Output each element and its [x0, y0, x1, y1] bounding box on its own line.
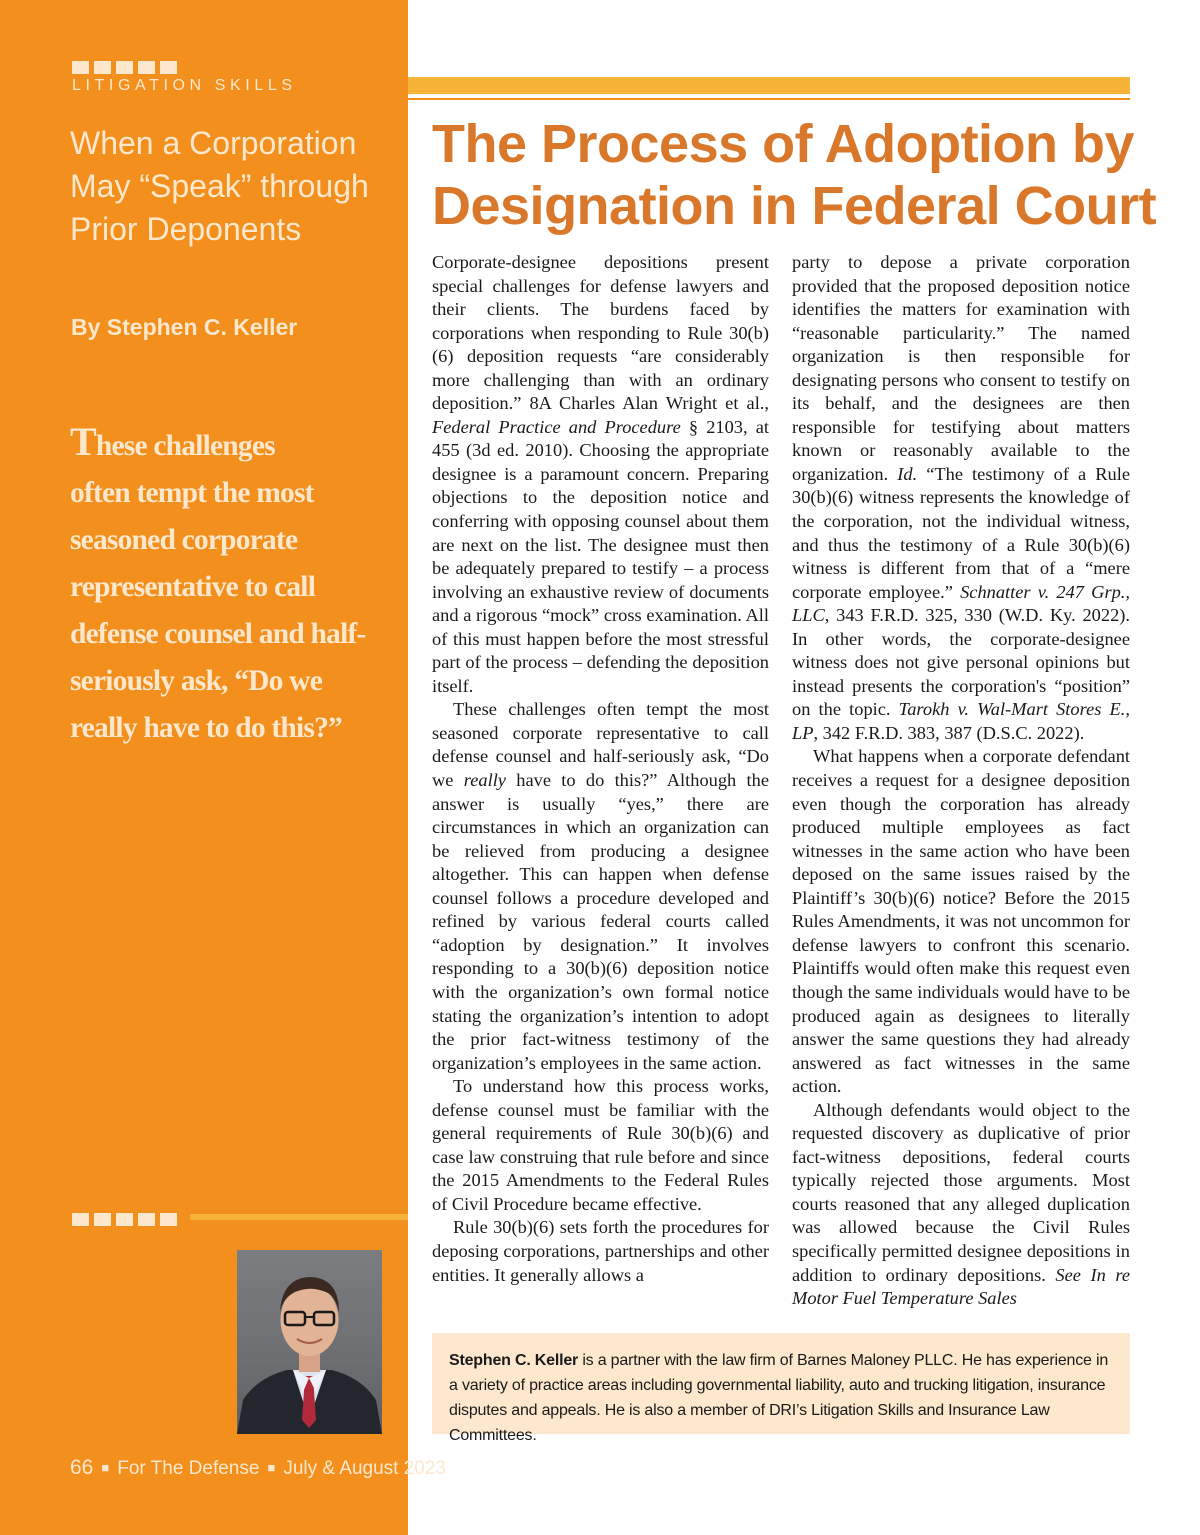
pull-quote-line: seasoned corporate	[70, 524, 298, 556]
author-bio	[449, 1348, 1119, 1448]
section-label: LITIGATION SKILLS	[72, 77, 297, 94]
pull-quote-line: really have to do this?”	[70, 712, 342, 744]
header-rule-line	[72, 98, 1130, 100]
article-headline	[432, 113, 1157, 237]
decorative-squares-top	[72, 61, 177, 74]
author-bio-box	[432, 1333, 1130, 1444]
page-number: 66	[70, 1456, 94, 1479]
subtitle-line: Prior Deponents	[70, 211, 302, 247]
article-subtitle	[70, 122, 390, 251]
footer-bullet: ■	[101, 1460, 110, 1475]
pull-quote-line: representative to call	[70, 571, 316, 603]
pull-quote-line: defense counsel and half-	[70, 618, 366, 650]
footer-bullet: ■	[267, 1460, 276, 1475]
header-rule	[408, 77, 1130, 94]
magazine-name: For The Defense	[117, 1458, 260, 1479]
pull-quote	[70, 419, 380, 752]
pull-quote-line: hese challenges	[95, 430, 275, 462]
byline: By Stephen C. Keller	[71, 314, 298, 340]
subtitle-line: When a Corporation	[70, 125, 357, 161]
page-footer	[70, 1456, 446, 1480]
body-column-right	[792, 251, 1130, 1311]
author-portrait-illustration	[237, 1250, 382, 1434]
body-column-left	[432, 251, 769, 1287]
body-paragraph: These challenges often tempt the most seasoned corporate representative to call defense counsel and half-seriously ask, “Do we really have to do this?” Although the answer is usually “yes,” there are circumstances in which an organization can be relieved from producing a designee altogether. This can happen when defense counsel follows a procedure developed and refined by various federal courts called “adoption by designation.” It involves responding to a 30(b)(6) deposition notice with the organization’s own formal notice stating the organization’s intention to adopt the prior fact-witness testimony of the organization’s employees in the same action.	[432, 699, 769, 1073]
subtitle-line: May “Speak” through	[70, 168, 369, 204]
headline-line: Designation in Federal Court	[432, 176, 1157, 236]
pull-quote-line: often tempt the most	[70, 477, 314, 509]
body-paragraph: party to depose a private corporation provided that the proposed deposition notice identifies the matters for examination with “reasonable particularity.” The named organization is then responsible for designating persons who consent to testify on its behalf, and the designees are then responsible for testifying about matters known or reasonably available to the organization. Id. “The testimony of a Rule 30(b)(6) witness represents the knowledge of the corporation, not the individual witness, and thus the testimony of a Rule 30(b)(6) witness is different from that of a “mere corporate employee.” Schnatter v. 247 Grp., LLC, 343 F.R.D. 325, 330 (W.D. Ky. 2022). In other words, the corporate-designee witness does not give personal opinions but instead presents the corporation's “position” on the topic. Tarokh v. Wal-Mart Stores E., LP, 342 F.R.D. 383, 387 (D.S.C. 2022).	[792, 252, 1131, 743]
headline-line: The Process of Adoption by	[432, 114, 1135, 174]
bio-text: is a partner with the law firm of Barnes Maloney PLLC. He has experience in a variety of practice areas including governmental liability, auto and trucking litigation, insurance disputes and appeals. He is also a member of DRI’s Litigation Skills and Insurance Law Committees.	[449, 1352, 1109, 1444]
issue-date: July & August 2023	[283, 1458, 446, 1479]
decorative-squares-bottom	[72, 1213, 177, 1226]
body-paragraph: What happens when a corporate defendant receives a request for a designee deposition even though the corporation has already produced multiple employees as fact witnesses in the same action who have been deposed on the same issues raised by the Plaintiff’s 30(b)(6) notice? Before the 2015 Rules Amendments, it was not uncommon for defense lawyers to confront this scenario. Plaintiffs would often make this request even though the same individuals would have to be produced again as designees to literally answer the same questions they had already answered as fact witnesses in the same action.	[792, 746, 1130, 1097]
author-photo	[237, 1250, 382, 1434]
body-paragraph: To understand how this process works, defense counsel must be familiar with the general requirements of Rule 30(b)(6) and case law construing that rule before and since the 2015 Amendments to the Federal Rules of Civil Procedure became effective.	[432, 1076, 769, 1214]
body-paragraph: Although defendants would object to the requested discovery as duplicative of prior fact-witness depositions, federal courts typically rejected those arguments. Most courts reasoned that any alleged duplication was allowed because the Civil Rules specifically permitted designee depositions in addition to ordinary depositions. See In re Motor Fuel Temperature Sales	[792, 1099, 1130, 1309]
pull-quote-line: seriously ask, “Do we	[70, 665, 322, 697]
body-paragraph: Corporate-designee depositions present special challenges for defense lawyers and their clients. The burdens faced by corporations when responding to Rule 30(b)(6) deposition requests “are considerably more challenging than with an ordinary deposition.” 8A Charles Alan Wright et al., Federal Practice and Procedure § 2103, at 455 (3d ed. 2010). Choosing the appropriate designee is a paramount concern. Preparing objections to the deposition notice and conferring with opposing counsel about them are next on the list. The designee must then be adequately prepared to testify – a process involving an exhaustive review of documents and a rigorous “mock” cross examination. All of this must happen before the most stressful part of the process – defending the deposition itself.	[432, 252, 769, 696]
body-paragraph: Rule 30(b)(6) sets forth the procedures for deposing corporations, partnerships and other entities. It generally allows a	[432, 1217, 769, 1285]
bio-author-name: Stephen C. Keller	[449, 1352, 579, 1369]
drop-cap: T	[70, 419, 96, 464]
sidebar-rule	[190, 1214, 408, 1220]
